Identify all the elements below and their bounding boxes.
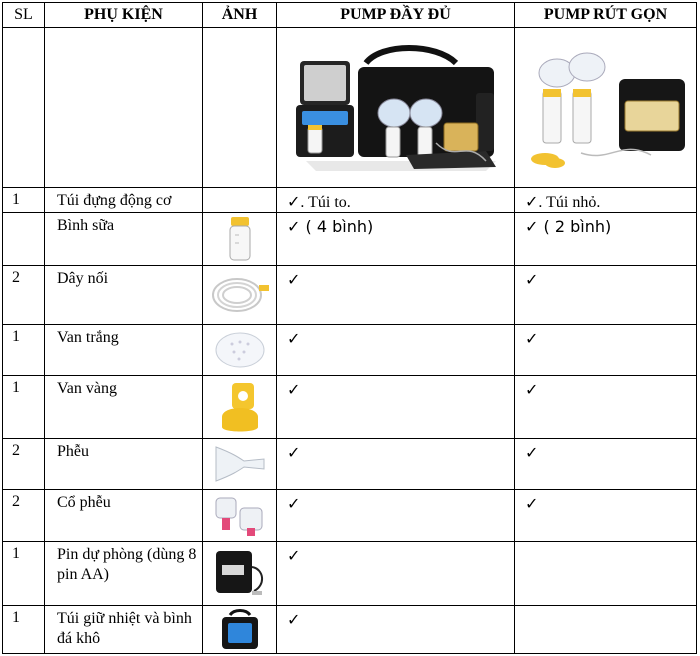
- row-image: [203, 376, 277, 439]
- row-full: ✓. Túi to.: [277, 188, 515, 213]
- row-compact: ✓ ( 2 bình): [515, 213, 697, 266]
- tubing-icon: [209, 273, 271, 317]
- row-compact: ✓: [515, 266, 697, 325]
- row-compact: ✓: [515, 490, 697, 542]
- table-row: [3, 266, 697, 325]
- row-compact: ✓: [515, 376, 697, 439]
- table-row: [3, 188, 697, 213]
- row-accessory-name: Túi giữ nhiệt và bình đá khô: [45, 606, 203, 654]
- row-sl: 2: [3, 266, 45, 325]
- row-image: [203, 439, 277, 490]
- row-sl: 1: [3, 188, 45, 213]
- table-row: [3, 213, 697, 266]
- yellow-valve-icon: [216, 379, 264, 435]
- row-full: ✓: [277, 542, 515, 606]
- row-image: [203, 490, 277, 542]
- row-accessory-name: Cổ phễu: [45, 490, 203, 542]
- connector-icon: [210, 494, 270, 538]
- row-full: ✓ ( 4 bình): [277, 213, 515, 266]
- row-full: ✓: [277, 266, 515, 325]
- row-accessory-name: Pin dự phòng (dùng 8 pin AA): [45, 542, 203, 606]
- row-sl: 1: [3, 606, 45, 654]
- full-pump-photo: [277, 28, 515, 188]
- full-pump-kit-icon: [286, 43, 506, 173]
- row-full: ✓: [277, 490, 515, 542]
- row-accessory-name: Van vàng: [45, 376, 203, 439]
- row-image: [203, 213, 277, 266]
- row-sl: 1: [3, 542, 45, 606]
- compact-pump-kit-icon: [521, 43, 691, 173]
- row-compact: ✓. Túi nhỏ.: [515, 188, 697, 213]
- row-sl: 2: [3, 439, 45, 490]
- header-image: ẢNH: [203, 3, 277, 28]
- table-row: [3, 490, 697, 542]
- row-sl: 1: [3, 325, 45, 376]
- table-row: [3, 439, 697, 490]
- row-image: [203, 188, 277, 213]
- header-accessory: PHỤ KIỆN: [45, 3, 203, 28]
- row-full: ✓: [277, 439, 515, 490]
- cooler-bag-icon: [218, 609, 262, 651]
- row-accessory-name: Túi đựng động cơ: [45, 188, 203, 213]
- header-row: [3, 3, 697, 28]
- white-valve-icon: [214, 330, 266, 370]
- row-image: [203, 325, 277, 376]
- header-compact-pump: PUMP RÚT GỌN: [515, 3, 697, 28]
- row-compact: [515, 542, 697, 606]
- table-row: [3, 606, 697, 654]
- row-accessory-name: Phễu: [45, 439, 203, 490]
- row-sl: 2: [3, 490, 45, 542]
- row-accessory-name: Bình sữa: [45, 213, 203, 266]
- row-full: ✓: [277, 606, 515, 654]
- row-full: ✓: [277, 376, 515, 439]
- table-row: [3, 325, 697, 376]
- row-sl: [3, 213, 45, 266]
- header-full-pump: PUMP ĐẦY ĐỦ: [277, 3, 515, 28]
- compact-pump-photo: [515, 28, 697, 188]
- row-accessory-name: Van trắng: [45, 325, 203, 376]
- accessory-comparison-table: [2, 2, 697, 654]
- table-row: [3, 376, 697, 439]
- row-full: ✓: [277, 325, 515, 376]
- product-photo-row: [3, 28, 697, 188]
- row-image: [203, 266, 277, 325]
- row-compact: ✓: [515, 439, 697, 490]
- row-compact: [515, 606, 697, 654]
- row-compact: ✓: [515, 325, 697, 376]
- row-image: [203, 542, 277, 606]
- row-accessory-name: Dây nối: [45, 266, 203, 325]
- row-image: [203, 606, 277, 654]
- header-sl: SL: [3, 3, 45, 28]
- row-sl: 1: [3, 376, 45, 439]
- funnel-icon: [212, 443, 268, 485]
- battery-pack-icon: [212, 547, 268, 601]
- table-row: [3, 542, 697, 606]
- bottle-icon: [227, 217, 253, 261]
